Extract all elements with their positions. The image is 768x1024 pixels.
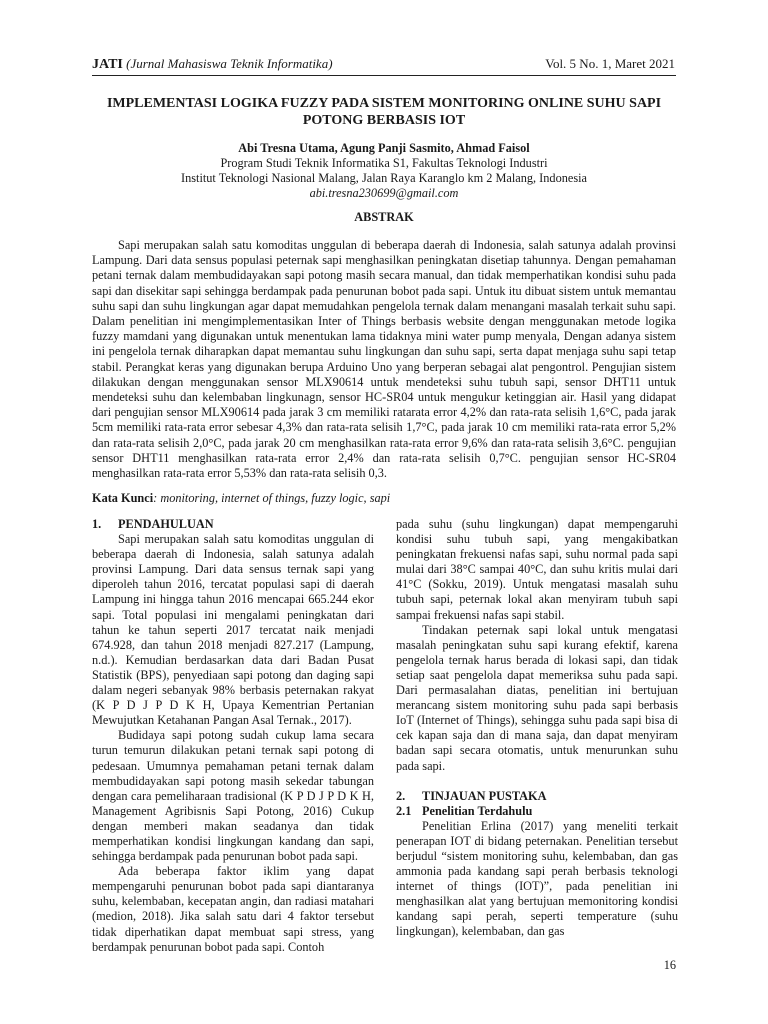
subsection-2-1-number: 2.1 xyxy=(396,803,412,818)
journal-header-left xyxy=(92,56,333,73)
journal-volume: Vol. 5 No. 1, Maret 2021 xyxy=(545,56,675,71)
spacer xyxy=(396,774,678,789)
section-1-paragraph: Ada beberapa faktor iklim yang dapat mempengaruhi penurunan bobot pada sapi diantaranya suhu, kelembaban, kecepatan angin, dan radiasi matahari (medion, 2018). Jika salah satu dari 4 faktor tersebut tidak diperhatikan dapat membuat sapi stress, yang berdampak penurunan bobot pada sapi. Contoh xyxy=(92,864,374,954)
section-1-paragraph: Budidaya sapi potong sudah cukup lama secara turun temurun dilakukan petani ternak sapi potong di pedesaan. Umumnya pemahaman petani ternak dalam membudidayakan sapi potong masih sekedar tabungan dengan cara pemeliharaan tradisional (K P D J P D K H, Management Agribisnis Sapi Potong, 2016) Cukup dengan memberi makan seadanya dan tidak memperhatikan kondisi lingkungan kandang dan sapi, sehingga berdampak pada penurunan bobot pada sapi. xyxy=(92,728,374,864)
affiliation-line-2: Institut Teknologi Nasional Malang, Jalan Raya Karanglo km 2 Malang, Indonesia xyxy=(181,171,587,185)
section-1-heading xyxy=(92,517,374,532)
journal-short-name: JATI xyxy=(92,57,123,72)
abstract-heading: ABSTRAK xyxy=(354,210,414,224)
author-names: Abi Tresna Utama, Agung Panji Sasmito, Ahmad Faisol xyxy=(238,141,530,155)
section-1-number: 1. xyxy=(92,517,102,531)
keywords xyxy=(92,491,676,506)
keywords-label: Kata Kunci xyxy=(92,491,154,505)
section-2-heading xyxy=(396,789,678,804)
section-2-title: TINJAUAN PUSTAKA xyxy=(422,788,547,803)
section-1-paragraph-continued: pada suhu (suhu lingkungan) dapat mempengaruhi kondisi suhu tubuh sapi, yang mengakibatkan peningkatan frekuensi nafas sapi, suhu normal pada sapi mulai dari 38°C sampai 40°C, dan suhu kritis mulai dari 41°C (Sokku, 2019). Untuk mengatasi masalah suhu tubuh sapi, peternak lokal akan menyiram tubuh sapi sampai frekuensi nafas sapi stabil. xyxy=(396,517,678,622)
section-2-paragraph: Penelitian Erlina (2017) yang meneliti terkait penerapan IOT di bidang peternakan. Penelitian tersebut berjudul “sistem monitoring suhu, kelembaban, dan gas ammonia pada kandang sapi perah berbasis teknologi internet of things (IOT)”, pada penelitian ini menghasilkan alat yang bertujuan memonitoring kondisi kandang sapi perah, seperti temperature (suhu lingkungan), kelembaban, dan gas xyxy=(396,818,678,939)
author-block xyxy=(92,141,676,201)
section-2-number: 2. xyxy=(396,788,406,803)
subsection-2-1-heading xyxy=(396,804,678,819)
abstract-text: Sapi merupakan salah satu komoditas unggulan di beberapa daerah di Indonesia, salah satunya adalah provinsi Lampung. Dari data sensus populasi peternak sapi menghasilkan peningkatan disetiap tahunnya. Dengan pemahaman petani ternak dalam membudidayakan sapi potong masih secara manual, dan tidak memperhatikan kondisi suhu pada sapi dan disekitar sapi sehingga berdampak pada penurunan bobot pada sapi. Untuk itu dibuat sistem untuk memantau suhu sapi dan suhu lingkungan agar dapat memudahkan pengelola ternak dalam menangani masalah terkait suhu sapi. Dalam penelitian ini mengimplementasikan Inter of Things berbasis website dengan menggunakan metode logika fuzzy mamdani yang digunakan untuk menentukan lama tidaknya mini water pump menyala, Dengan adanya sistem ini pengelola ternak diharapkan dapat memantau suhu lingkungan dan suhu sapi, serta dapat menjaga suhu sapi tetap stabil. Perangkat keras yang digunakan berupa Arduino Uno yang berperan sebagai alat pengontrol. Pengujian sistem dilakukan dengan menggunakan sensor MLX90614 untuk mendeteksi suhu tubuh sapi, sensor DHT11 untuk mendeteksi suhu dan kelembaban lingkunagn, sensor HC-SR04 untuk mengukur ketinggian air. Hasil yang didapat dari pengujian sensor MLX90614 pada jarak 3 cm memiliki ratarata error 4,2% dan rata-rata selisih 1,6°C, pada jarak 5cm memiliki rata-rata error sebesar 4,3% dan rata-rata selisih 1,7°C, pada jarak 10 cm memiliki rata-rata error 5,2% dan rata-rata selisih 2,0°C, pada jarak 20 cm menghasilkan rata-rata error 9,6% dan rata-rata selisih 3,6°C. pengujian sensor DHT11 menghasilkan rata-rata error 2,4% dan rata-rata selisih 0,7°C. pengujian sensor HC-SR04 menghasilkan rata-rata error 5,53% dan rata-rata selisih 0,3. xyxy=(92,238,676,481)
page-number: 16 xyxy=(663,958,676,972)
subsection-2-1-title: Penelitian Terdahulu xyxy=(422,803,533,818)
affiliation-line-1: Program Studi Teknik Informatika S1, Fakultas Teknologi Industri xyxy=(220,156,548,170)
section-1-paragraph: Sapi merupakan salah satu komoditas unggulan di beberapa daerah di Indonesia, salah satunya adalah provinsi Lampung. Dari data sensus ternak sapi yang diperoleh tahun 2016, tercatat populasi sapi di daerah Lampung ini hingga tahun 2016 mencapai 665.244 ekor sapi. Total populasi ini mengalami peningkatan dari tahun ke tahun seperti 2017 tercatat naik menjadi 674.928, dan tahun 2018 menjadi 827.217 (Lampung, n.d.). Kemudian berdasarkan data dari Badan Pusat Statistik (BPS), penyediaan sapi potong dan daging sapi dalam negeri sebanyak 98% berbasis peternakan rakyat (K P D J P D K H, Upaya Kementrian Pertanian Mewujutkan Ketahanan Pangan Asal Ternak., 2017). xyxy=(92,532,374,728)
paper-title: IMPLEMENTASI LOGIKA FUZZY PADA SISTEM MONITORING ONLINE SUHU SAPI POTONG BERBASIS IOT xyxy=(106,96,662,128)
section-1-paragraph: Tindakan peternak sapi lokal untuk mengatasi masalah peningkatan suhu sapi kurang efektif, karena pengelola ternak harus berada di lokasi sapi, dan tidak setiap saat pengelola dapat memeriksa suhu pada sapi. Dari permasalahan diatas, penelitian ini bertujuan merancang sistem monitoring suhu pada sapi berbasis IoT (Internet of Things), sehingga suhu pada sapi bisa di cek kapan saja dan di mana saja, dan dapat menyiram badan sapi secara otomatis, untuk menurunkan suhu pada sapi. xyxy=(396,622,678,773)
right-column xyxy=(396,517,678,940)
keywords-values: : monitoring, internet of things, fuzzy logic, sapi xyxy=(153,491,391,505)
journal-full-name: (Jurnal Mahasiswa Teknik Informatika) xyxy=(126,56,333,71)
section-1-title: PENDAHULUAN xyxy=(118,517,214,531)
author-email: abi.tresna230699@gmail.com xyxy=(309,186,459,200)
header-rule xyxy=(92,75,676,76)
left-column xyxy=(92,517,374,955)
